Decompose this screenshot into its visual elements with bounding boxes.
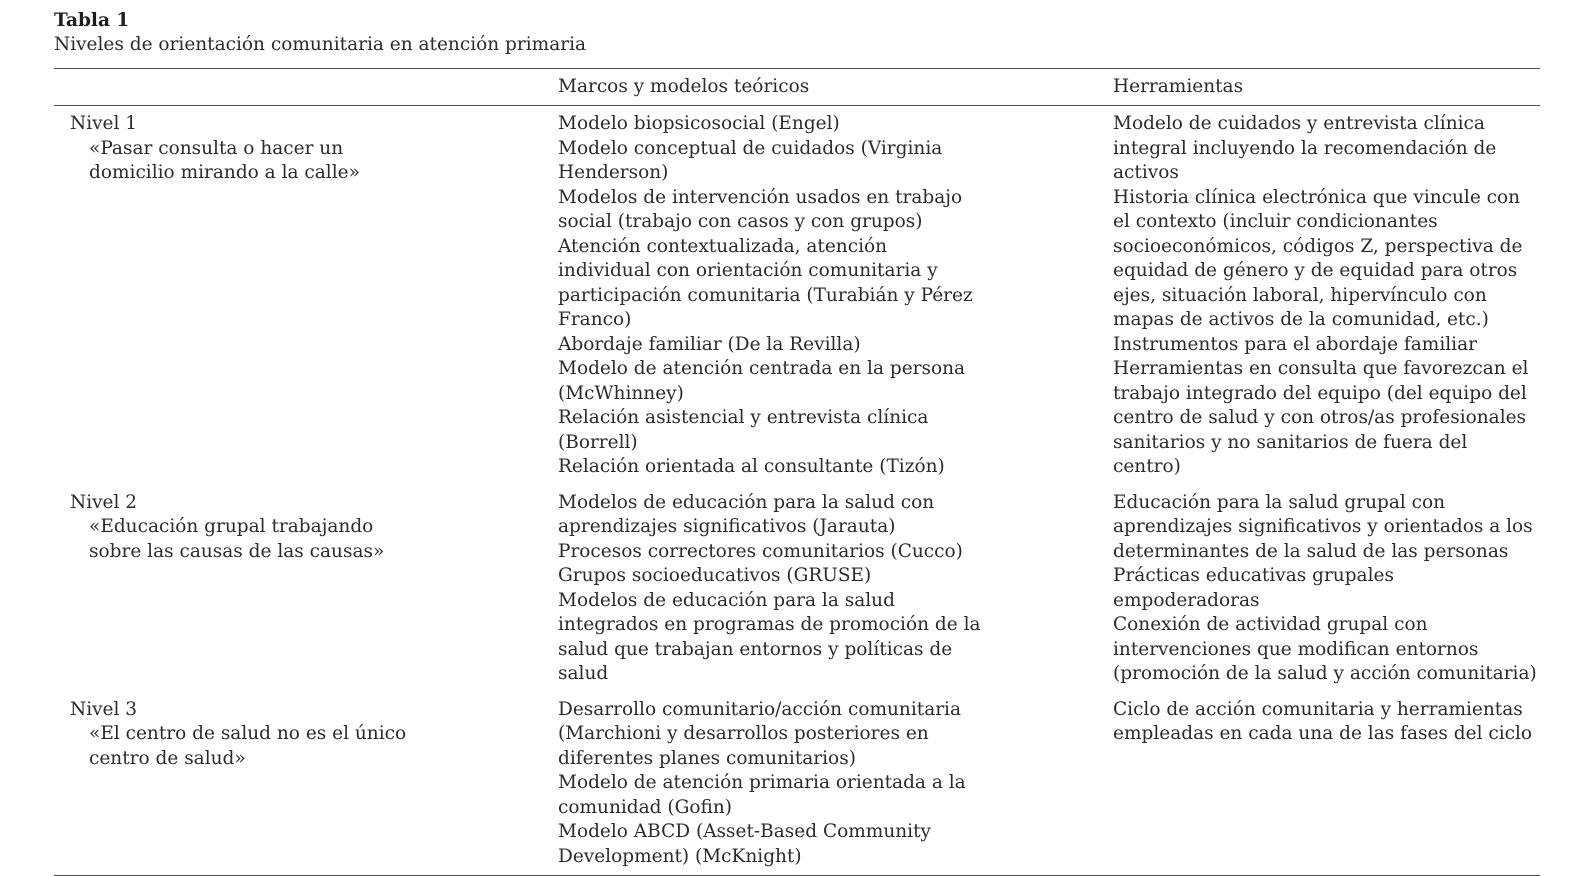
tools-cell [1113, 698, 1540, 747]
tool-item: Herramientas en consulta que favorezcan el trabajo integrado del equipo (del equipo del centro de salud y con otros/as profesionales sanitarios y no sanitarios de fuera del centro) [1113, 358, 1529, 477]
table-body [54, 106, 1540, 875]
tool-item: Conexión de actividad grupal con intervenciones que modifican entornos (promoción de la salud y acción comunitaria) [1113, 614, 1537, 684]
tool-item: Ciclo de acción comunitaria y herramientas empleadas en cada una de las fases del ciclo [1113, 698, 1533, 744]
framework-item: Modelo de atención primaria orientada a la comunidad (Gofin) [558, 772, 966, 818]
framework-item: Atención contextualizada, atención individual con orientación comunitaria y participación comunitaria (Turabián y Pérez Franco) [558, 235, 973, 330]
table-caption: Niveles de orientación comunitaria en atención primaria [54, 34, 587, 55]
framework-item: Abordaje familiar (De la Revilla) [558, 333, 861, 355]
level-name: Nivel 1 [70, 113, 138, 134]
table-container [54, 9, 1540, 876]
level-quote: «Pasar consulta o hacer un domicilio mirando a la calle» [89, 137, 360, 183]
table-row-level-2 [54, 491, 1540, 687]
table-header-row [54, 69, 1540, 105]
header-frameworks: Marcos y modelos teóricos [558, 76, 810, 97]
framework-item: Relación orientada al consultante (Tizón) [558, 456, 945, 477]
framework-item: Modelo conceptual de cuidados (Virginia Henderson) [558, 137, 943, 183]
level-cell [54, 491, 558, 565]
framework-item: Grupos socioeducativos (GRUSE) [558, 565, 872, 586]
table-row-level-3 [54, 698, 1540, 870]
framework-item: Modelos de intervención usados en trabajo social (trabajo con casos y con grupos) [558, 186, 963, 232]
framework-item: Modelo ABCD (Asset-Based Community Development) (McKnight) [558, 821, 931, 867]
framework-item: Modelos de educación para la salud integrados en programas de promoción de la salud que trabajan entornos y políticas de salud [558, 589, 981, 684]
framework-item: Desarrollo comunitario/acción comunitaria (Marchioni y desarrollos posteriores en diferentes planes comunitarios) [558, 698, 962, 769]
frameworks-cell [558, 698, 1113, 870]
frameworks-cell [558, 112, 1113, 480]
framework-item: Procesos correctores comunitarios (Cucco) [558, 540, 963, 562]
framework-item: Modelo biopsicosocial (Engel) [558, 113, 840, 134]
framework-item: Modelos de educación para la salud con aprendizajes significativos (Jarauta) [558, 491, 935, 537]
table-row-level-1 [54, 112, 1540, 480]
frameworks-cell [558, 491, 1113, 687]
table-label: Tabla 1 [54, 10, 130, 31]
header-tools: Herramientas [1113, 76, 1244, 97]
tools-cell [1113, 112, 1540, 480]
level-cell [54, 698, 558, 772]
tool-item: Prácticas educativas grupales empoderadoras [1113, 565, 1394, 611]
tool-item: Instrumentos para el abordaje familiar [1113, 333, 1477, 355]
tool-item: Historia clínica electrónica que vincule con el contexto (incluir condicionantes socioeconómicos, códigos Z, perspectiva de equidad de género y de equidad para otros ejes, situación laboral, hipervínculo con mapas de activos de la comunidad, etc.) [1113, 186, 1523, 330]
level-name: Nivel 3 [70, 698, 138, 720]
level-name: Nivel 2 [70, 491, 138, 513]
tool-item: Educación para la salud grupal con aprendizajes significativos y orientados a los determinantes de la salud de las personas [1113, 491, 1533, 562]
level-quote: «El centro de salud no es el único centro de salud» [89, 723, 407, 769]
level-quote: «Educación grupal trabajando sobre las causas de las causas» [89, 516, 385, 562]
level-cell [54, 112, 558, 186]
framework-item: Modelo de atención centrada en la persona (McWhinney) [558, 358, 966, 404]
tool-item: Modelo de cuidados y entrevista clínica integral incluyendo la recomendación de activos [1113, 113, 1497, 183]
framework-item: Relación asistencial y entrevista clínica (Borrell) [558, 407, 929, 453]
tools-cell [1113, 491, 1540, 687]
